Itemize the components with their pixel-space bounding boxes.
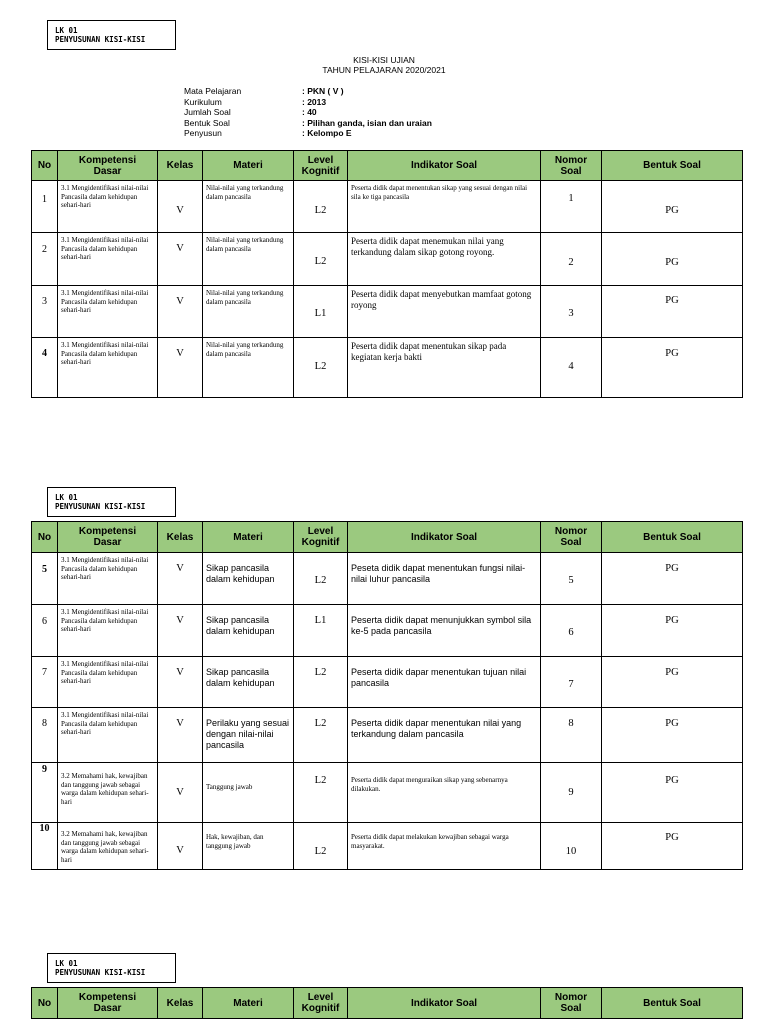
col-header-bentuk: Bentuk Soal [602,522,743,553]
cell-materi: Sikap pancasila dalam kehidupan [203,657,294,708]
cell-bentuk: PG [602,181,743,233]
cell-materi: Perilaku yang sesuai dengan nilai-nilai pancasila [203,708,294,763]
cell-materi: Tanggung jawab [203,763,294,823]
cell-nomor: 3 [541,286,602,338]
cell-materi: Nilai-nilai yang terkandung dalam pancasila [203,338,294,398]
table-row [32,823,743,870]
cell-level: L1 [294,605,348,657]
cell-no [32,553,58,605]
cell-indikator: Peserta didik dapat melakukan kewajiban sebagai warga masyarakat. [348,823,541,870]
col-header-indikator: Indikator Soal [348,522,541,553]
cell-no [32,338,58,398]
col-header-bentuk: Bentuk Soal [602,151,743,181]
meta-value: : PKN ( V ) [302,86,344,96]
col-header-materi: Materi [203,522,294,553]
meta-label: Mata Pelajaran [184,86,242,96]
table-row [32,763,743,823]
cell-kompetensi: 3.1 Mengidentifikasi nilai-nilai Pancasila dalam kehidupan sehari-hari [58,338,158,398]
cell-level: L2 [294,181,348,233]
col-header-text: Dasar [93,537,122,548]
cell-nomor: 10 [541,823,602,870]
col-header-text: Soal [560,165,582,177]
cell-bentuk: PG [602,823,743,870]
lk-title: PENYUSUNAN KISI-KISI [55,35,146,44]
col-header-kelas: Kelas [158,988,203,1019]
cell-level: L2 [294,823,348,870]
cell-nomor: 1 [541,181,602,233]
table-row [32,286,743,338]
col-header-text: Kognitif [301,165,340,177]
cell-nomor: 7 [541,657,602,708]
cell-no [32,657,58,708]
meta-row [184,107,432,118]
col-header-no: No [32,988,58,1019]
doc-subtitle: TAHUN PELAJARAN 2020/2021 [322,65,446,75]
lk-label-box [47,953,176,983]
row-number: 9 [42,764,47,775]
meta-value: : 2013 [302,96,327,107]
cell-bentuk: PG [602,708,743,763]
col-header-level [294,151,348,181]
meta-row [184,118,432,129]
col-header-kompetensi [58,151,158,181]
col-header-no: No [32,151,58,181]
row-number: 8 [42,718,47,729]
col-header-materi: Materi [203,988,294,1019]
table-header-row [32,522,743,553]
col-header-text: Kompetensi [78,154,137,166]
col-header-nomor [541,522,602,553]
cell-nomor: 5 [541,553,602,605]
table-header-row [32,988,743,1019]
cell-kelas: V [158,708,203,763]
col-header-text: Nomor [554,154,588,166]
row-number: 2 [42,244,47,255]
cell-kelas: V [158,181,203,233]
row-number: 10 [39,823,50,834]
cell-level: L2 [294,338,348,398]
col-header-level [294,988,348,1019]
meta-label: Kurikulum [184,96,222,107]
table-row [32,605,743,657]
col-header-kompetensi [58,522,158,553]
cell-bentuk: PG [602,657,743,708]
table-row [32,338,743,398]
col-header-materi: Materi [203,151,294,181]
cell-bentuk: PG [602,605,743,657]
cell-indikator: Peseta didik dapat menentukan fungsi nilai-nilai luhur pancasila [348,553,541,605]
cell-no [32,763,58,823]
cell-bentuk: PG [602,763,743,823]
cell-kelas: V [158,605,203,657]
lk-label-box [47,487,176,517]
cell-nomor: 8 [541,708,602,763]
cell-kompetensi: 3.1 Mengidentifikasi nilai-nilai Pancasila dalam kehidupan sehari-hari [58,286,158,338]
cell-level: L2 [294,708,348,763]
row-number: 1 [42,194,47,205]
col-header-text: Kompetensi [78,992,137,1003]
col-header-kompetensi [58,988,158,1019]
cell-materi: Hak, kewajiban, dan tanggung jawab [203,823,294,870]
cell-kelas: V [158,338,203,398]
cell-no [32,181,58,233]
cell-indikator: Peserta didik dapat menemukan nilai yang terkandung dalam sikap gotong royong. [348,233,541,286]
cell-bentuk: PG [602,233,743,286]
table-header-row [32,151,743,181]
col-header-text: Level [307,154,334,166]
kisi-table-3 [31,987,743,1019]
cell-nomor: 6 [541,605,602,657]
meta-value: : Pilihan ganda, isian dan uraian [302,117,432,128]
cell-bentuk: PG [602,286,743,338]
col-header-text: Dasar [93,165,122,177]
meta-label: Jumlah Soal [184,107,231,117]
doc-title: KISI-KISI UJIAN [353,55,415,65]
cell-nomor: 9 [541,763,602,823]
cell-kompetensi: 3.1 Mengidentifikasi nilai-nilai Pancasila dalam kehidupan sehari-hari [58,605,158,657]
table-row [32,233,743,286]
cell-level: L2 [294,233,348,286]
cell-bentuk: PG [602,553,743,605]
col-header-text: Dasar [93,1003,122,1014]
cell-indikator: Peserta didik dapar menentukan nilai yang terkandung dalam pancasila [348,708,541,763]
cell-kelas: V [158,286,203,338]
lk-title: PENYUSUNAN KISI-KISI [55,502,146,511]
cell-level: L2 [294,763,348,823]
cell-level: L2 [294,553,348,605]
meta-info [184,86,432,139]
cell-no [32,286,58,338]
col-header-indikator: Indikator Soal [348,151,541,181]
col-header-text: Kompetensi [78,526,137,537]
cell-kelas: V [158,763,203,823]
cell-nomor: 2 [541,233,602,286]
table-row [32,553,743,605]
cell-kelas: V [158,823,203,870]
meta-row [184,128,432,139]
cell-kompetensi: 3.1 Mengidentifikasi nilai-nilai Pancasila dalam kehidupan sehari-hari [58,553,158,605]
col-header-nomor [541,988,602,1019]
cell-level: L2 [294,657,348,708]
cell-kompetensi: 3.1 Mengidentifikasi nilai-nilai Pancasila dalam kehidupan sehari-hari [58,181,158,233]
lk-label-box [47,20,176,50]
meta-label: Bentuk Soal [184,117,230,128]
cell-indikator: Peserta didik dapat menentukan sikap yang sesuai dengan nilai sila ke tiga pancasila [348,181,541,233]
col-header-no: No [32,522,58,553]
lk-code: LK 01 [55,493,78,502]
kisi-table-1 [31,150,743,398]
cell-kompetensi: 3.1 Mengidentifikasi nilai-nilai Pancasila dalam kehidupan sehari-hari [58,657,158,708]
table-row [32,657,743,708]
col-header-nomor [541,151,602,181]
row-number: 3 [42,296,47,307]
cell-no [32,708,58,763]
table-row [32,181,743,233]
lk-code: LK 01 [55,959,78,968]
col-header-text: Soal [560,537,582,548]
cell-kelas: V [158,657,203,708]
cell-kompetensi: 3.2 Memahami hak, kewajiban dan tanggung jawab sebagai warga dalam kehidupan sehari-hari [58,823,158,870]
col-header-text: Level [307,526,334,537]
col-header-indikator: Indikator Soal [348,988,541,1019]
col-header-bentuk: Bentuk Soal [602,988,743,1019]
cell-indikator: Peserta didik dapat menentukan sikap pada kegiatan kerja bakti [348,338,541,398]
cell-no [32,605,58,657]
cell-indikator: Peserta didik dapat menguraikan sikap yang sebenarnya dilakukan. [348,763,541,823]
col-header-text: Nomor [554,992,588,1003]
cell-materi: Nilai-nilai yang terkandung dalam pancasila [203,181,294,233]
cell-materi: Sikap pancasila dalam kehidupan [203,605,294,657]
kisi-table-2 [31,521,743,870]
row-number: 5 [42,564,47,575]
cell-indikator: Peserta didik dapat menunjukkan symbol sila ke-5 pada pancasila [348,605,541,657]
meta-row [184,97,432,108]
cell-no [32,233,58,286]
cell-no [32,823,58,870]
cell-kompetensi: 3.1 Mengidentifikasi nilai-nilai Pancasila dalam kehidupan sehari-hari [58,233,158,286]
col-header-text: Kognitif [301,537,340,548]
col-header-text: Soal [560,1003,582,1014]
meta-row [184,86,432,97]
cell-materi: Sikap pancasila dalam kehidupan [203,553,294,605]
cell-bentuk: PG [602,338,743,398]
cell-kelas: V [158,553,203,605]
cell-kompetensi: 3.1 Mengidentifikasi nilai-nilai Pancasila dalam kehidupan sehari-hari [58,708,158,763]
cell-indikator: Peserta didik dapar menentukan tujuan nilai pancasila [348,657,541,708]
col-header-kelas: Kelas [158,522,203,553]
row-number: 6 [42,616,47,627]
cell-level: L1 [294,286,348,338]
table-row [32,708,743,763]
row-number: 4 [42,348,47,359]
lk-title: PENYUSUNAN KISI-KISI [55,968,146,977]
meta-value: : Kelompo E [302,128,352,138]
cell-kelas: V [158,233,203,286]
cell-indikator: Peserta didik dapat menyebutkan mamfaat gotong royong [348,286,541,338]
lk-code: LK 01 [55,26,78,35]
col-header-text: Nomor [554,526,588,537]
col-header-level [294,522,348,553]
cell-nomor: 4 [541,338,602,398]
col-header-text: Kognitif [301,1003,340,1014]
meta-label: Penyusun [184,128,222,138]
cell-materi: Nilai-nilai yang terkandung dalam pancasila [203,233,294,286]
cell-materi: Nilai-nilai yang terkandung dalam pancasila [203,286,294,338]
meta-value: : 40 [302,107,317,117]
cell-kompetensi: 3.2 Memahami hak, kewajiban dan tanggung jawab sebagai warga dalam kehidupan sehari-hari [58,763,158,823]
col-header-text: Level [307,992,334,1003]
col-header-kelas: Kelas [158,151,203,181]
row-number: 7 [42,667,47,678]
